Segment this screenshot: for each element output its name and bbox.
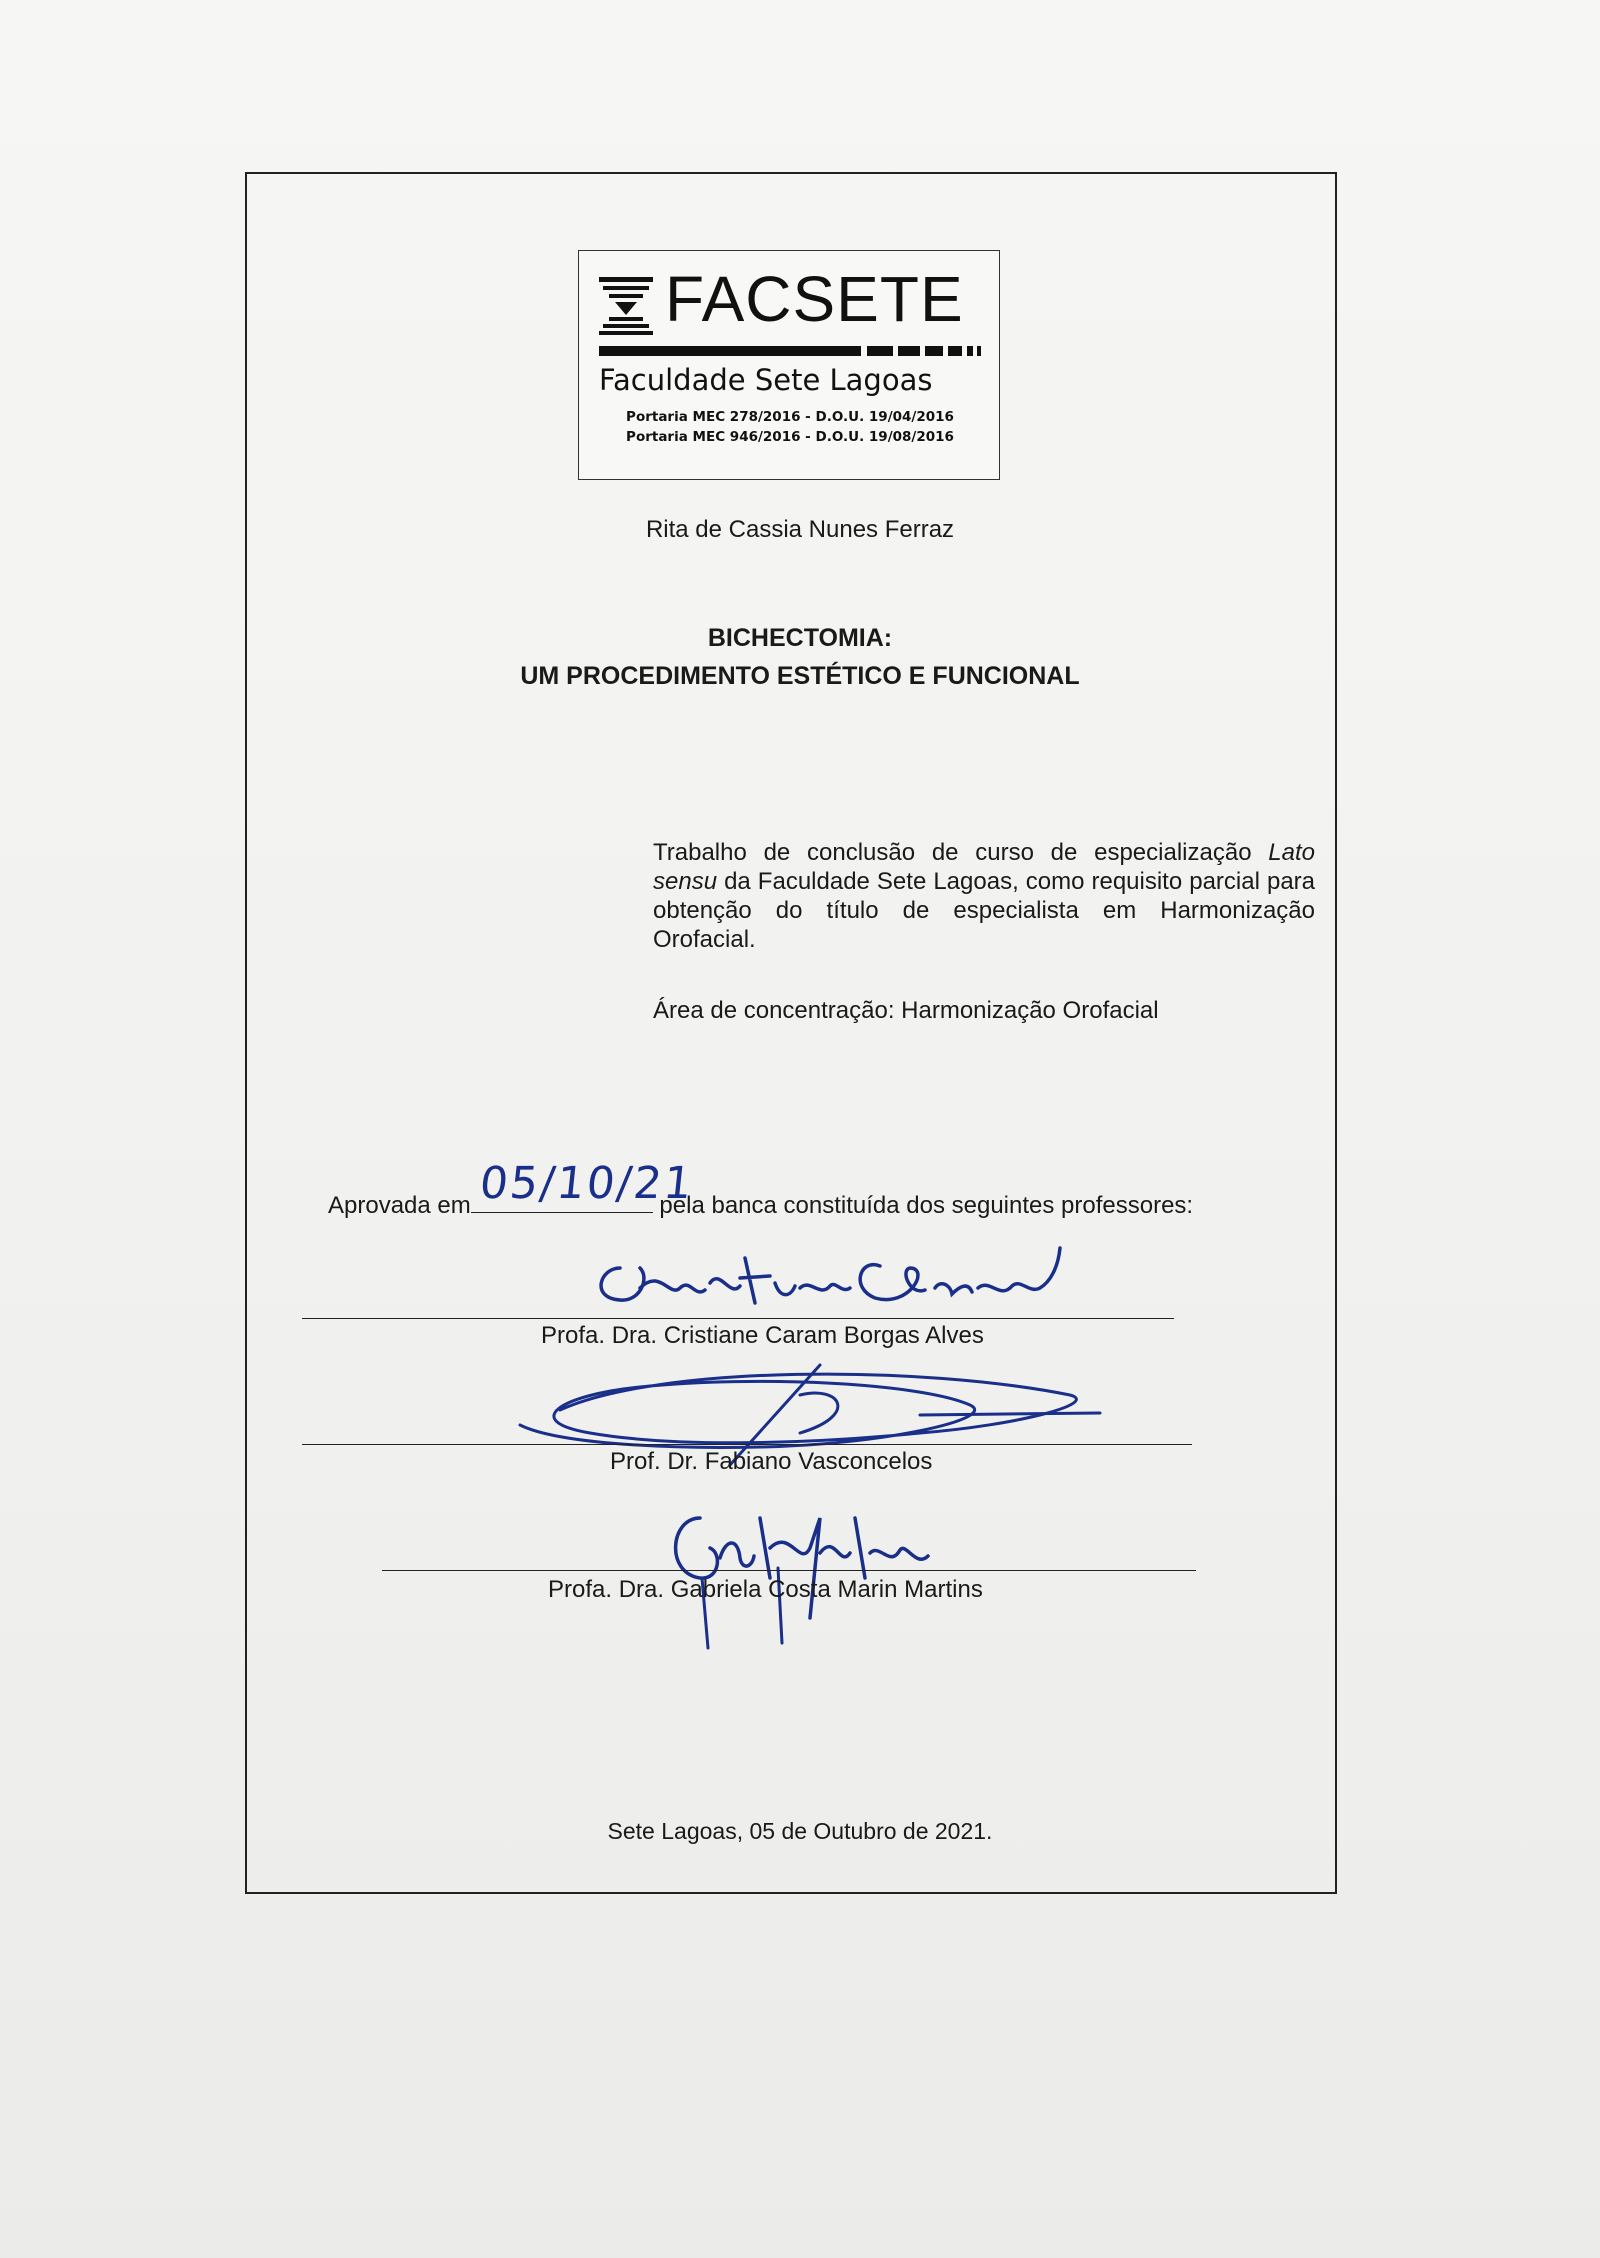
author-name: Rita de Cassia Nunes Ferraz	[645, 516, 955, 543]
logo-wordmark: FACSETE	[665, 263, 964, 335]
portaria-line: Portaria MEC 946/2016 - D.O.U. 19/08/2016	[626, 428, 954, 445]
portaria-line: Portaria MEC 278/2016 - D.O.U. 19/04/2016	[626, 409, 954, 425]
place-and-date: Sete Lagoas, 05 de Outubro de 2021.	[607, 1818, 993, 1844]
abstract-text-start: Trabalho de conclusão de curso de especialização	[653, 839, 1269, 866]
title-line-2: UM PROCEDIMENTO ESTÉTICO E FUNCIONAL	[520, 661, 1080, 690]
abstract-italic-term: Lato sensu	[653, 839, 1315, 895]
document-title	[0, 620, 1600, 695]
examiner-name: Prof. Dr. Fabiano Vasconcelos	[610, 1448, 933, 1475]
facsete-emblem-icon	[599, 277, 653, 335]
approval-line	[328, 1190, 1193, 1220]
approval-suffix: pela banca constituída dos seguintes professores:	[659, 1192, 1194, 1219]
abstract-text-end: da Faculdade Sete Lagoas, como requisito parcial para obtenção do título de especialista em Harmonização Orofacial.	[653, 868, 1315, 953]
signature-line-3	[382, 1570, 1196, 1571]
concentration-area: Área de concentração: Harmonização Orofacial	[653, 997, 1159, 1024]
signature-line-2	[302, 1444, 1192, 1445]
title-line-1: BICHECTOMIA:	[707, 624, 893, 652]
logo-divider-bar	[599, 346, 981, 356]
logo-portarias	[599, 408, 981, 447]
logo-subtitle: Faculdade Sete Lagoas	[599, 363, 933, 397]
institution-logo	[578, 250, 1000, 480]
examiner-name: Profa. Dra. Gabriela Costa Marin Martins	[548, 1576, 983, 1603]
handwritten-approval-date: 05/10/21	[477, 1158, 697, 1209]
abstract-paragraph	[653, 838, 1315, 954]
examiner-name: Profa. Dra. Cristiane Caram Borgas Alves	[541, 1322, 984, 1349]
signature-line-1	[302, 1318, 1174, 1319]
approval-prefix: Aprovada em	[328, 1192, 471, 1219]
